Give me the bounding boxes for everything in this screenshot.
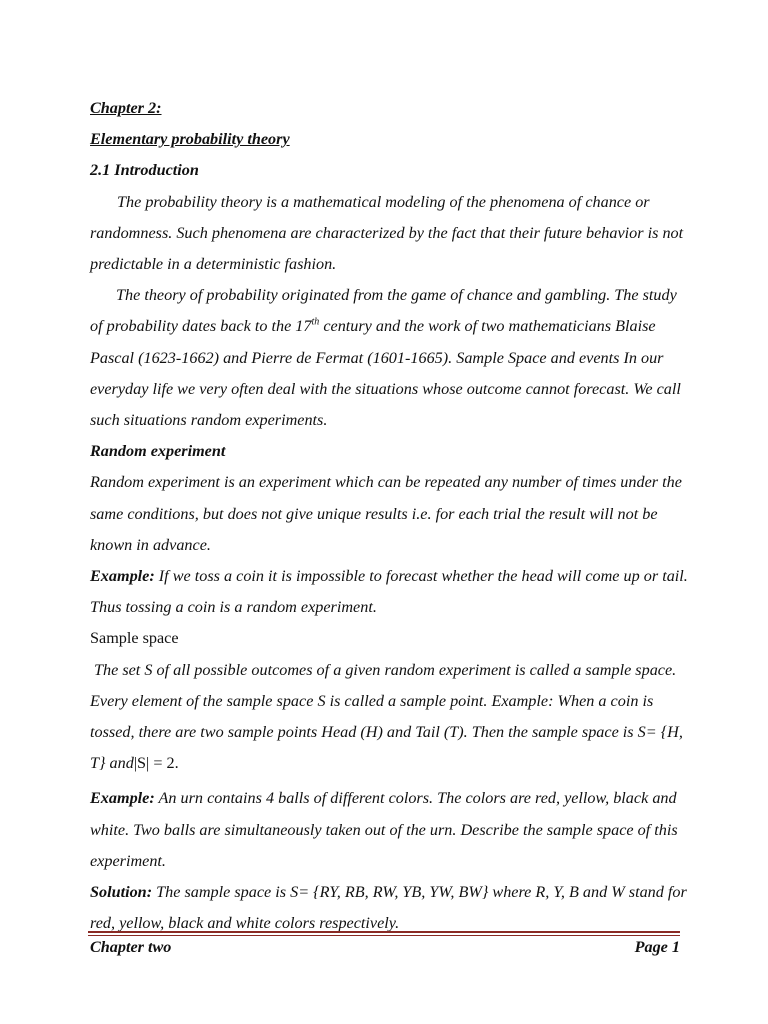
intro-paragraph-2 xyxy=(90,280,690,436)
solution-text: The sample space is S= {RY, RB, RW, YB, YW, BW} where R, Y, B and W stand for red, yellow, black and white colors respectively. xyxy=(90,883,687,933)
ordinal-suffix: th xyxy=(311,317,320,329)
page-footer xyxy=(90,938,680,957)
intro-paragraph-1: The probability theory is a mathematical modeling of the phenomena of chance or randomness. Such phenomena are characterized by the fact that their future behavior is not predictable in a deterministic fashion. xyxy=(90,192,684,274)
section-heading: 2.1 Introduction xyxy=(90,161,199,180)
example-2-text: An urn contains 4 balls of different colors. The colors are red, yellow, black and white. Two balls are simultaneously taken out of the urn. Describe the sample space of this experiment. xyxy=(90,789,678,870)
example-label: Example: xyxy=(90,567,155,586)
footer-page-number: Page 1 xyxy=(634,938,680,956)
chapter-title: Elementary probability theory xyxy=(90,130,290,149)
chapter-label: Chapter 2: xyxy=(90,99,162,117)
intro-text-a: The theory of probability originated from the game of chance and gambling. The study of probability dates back to the 17 xyxy=(90,286,677,336)
random-experiment-definition: Random experiment is an experiment which can be repeated any number of times under the same conditions, but does not give unique results i.e. for each trial the result will not be known in advance. xyxy=(90,473,682,554)
sample-space-cardinality: |S| = 2. xyxy=(133,754,179,773)
solution-label: Solution: xyxy=(90,883,153,902)
page-content xyxy=(90,93,690,939)
example-1-text: If we toss a coin it is impossible to forecast whether the head will come up or tail. Thus tossing a coin is a random experiment. xyxy=(90,567,688,617)
example-2-label: Example: xyxy=(90,789,155,808)
example-2-paragraph xyxy=(90,783,690,877)
example-1-paragraph xyxy=(90,561,690,623)
sample-space-text: The set S of all possible outcomes of a given random experiment is called a sample space. Every element of the sample space S is called a sample point. Example: When a coin is tossed, there are two sample points Head (H) and Tail (T). Then the sample space is S= {H, T} and xyxy=(90,660,683,773)
random-experiment-heading: Random experiment xyxy=(90,442,226,461)
footer-divider xyxy=(88,931,680,936)
sample-space-heading: Sample space xyxy=(90,629,179,648)
intro-text-b: century and the work of two mathematicians Blaise Pascal (1623-1662) and Pierre de Fermat (1601-1665). Sample Space and events In our everyday life we very often deal with the situations whose outcome cannot forecast. We call such situations random experiments. xyxy=(90,317,681,430)
footer-chapter: Chapter two xyxy=(90,938,172,956)
sample-space-definition xyxy=(90,655,690,780)
